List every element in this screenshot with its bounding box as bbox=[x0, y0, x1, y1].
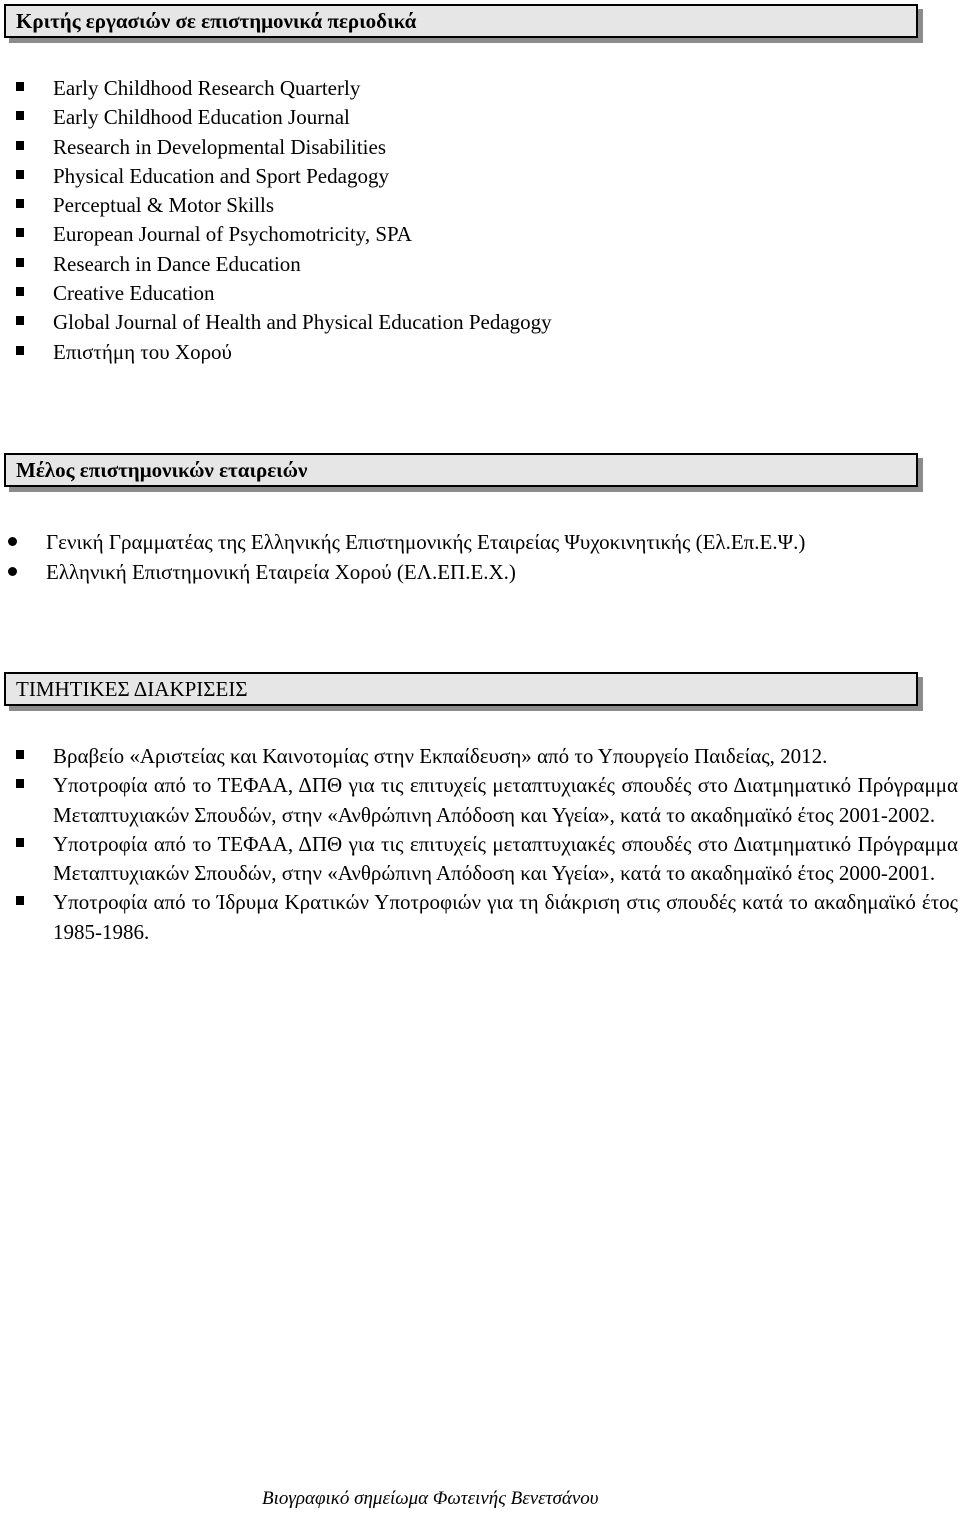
section-title-reviewer: Κριτής εργασιών σε επιστημονικά περιοδικά bbox=[16, 8, 417, 33]
section-header-reviewer bbox=[4, 4, 918, 38]
journal-list bbox=[53, 74, 933, 367]
awards-list bbox=[53, 742, 958, 947]
list-item: Research in Developmental Disabilities bbox=[53, 133, 933, 162]
section-title-membership: Μέλος επιστημονικών εταιρειών bbox=[16, 457, 308, 482]
membership-list bbox=[46, 527, 936, 587]
list-item: Υποτροφία από το ΤΕΦΑΑ, ΔΠΘ για τις επιτυχείς μεταπτυχιακές σπουδές στο Διατμηματικό Πρόγραμμα Μεταπτυχιακών Σπουδών, στην «Ανθρώπινη Απόδοση και Υγεία», κατά το ακαδημαϊκό έτος 2000-2001. bbox=[53, 830, 958, 889]
list-item: Global Journal of Health and Physical Education Pedagogy bbox=[53, 308, 933, 337]
list-item: Υποτροφία από το ΤΕΦΑΑ, ΔΠΘ για τις επιτυχείς μεταπτυχιακές σπουδές στο Διατμηματικό Πρόγραμμα Μεταπτυχιακών Σπουδών, στην «Ανθρώπινη Απόδοση και Υγεία», κατά το ακαδημαϊκό έτος 2001-2002. bbox=[53, 771, 958, 830]
list-item: Early Childhood Research Quarterly bbox=[53, 74, 933, 103]
list-item: Creative Education bbox=[53, 279, 933, 308]
list-item: Βραβείο «Αριστείας και Καινοτομίας στην Εκπαίδευση» από το Υπουργείο Παιδείας, 2012. bbox=[53, 742, 958, 771]
list-item: Physical Education and Sport Pedagogy bbox=[53, 162, 933, 191]
list-item: European Journal of Psychomotricity, SPA bbox=[53, 220, 933, 249]
list-item: Research in Dance Education bbox=[53, 250, 933, 279]
section-title-awards: ΤΙΜΗΤΙΚΕΣ ΔΙΑΚΡΙΣΕΙΣ bbox=[16, 676, 248, 701]
section-header-awards bbox=[4, 672, 918, 706]
section-header-membership bbox=[4, 453, 918, 487]
page-footer: Βιογραφικό σημείωμα Φωτεινής Βενετσάνου bbox=[262, 1488, 599, 1509]
list-item: Early Childhood Education Journal bbox=[53, 103, 933, 132]
list-item: Perceptual & Motor Skills bbox=[53, 191, 933, 220]
list-item: Επιστήμη του Χορού bbox=[53, 338, 933, 367]
list-item: Υποτροφία από το Ίδρυμα Κρατικών Υποτροφιών για τη διάκριση στις σπουδές κατά το ακαδημαϊκό έτος 1985-1986. bbox=[53, 888, 958, 947]
list-item: Ελληνική Επιστημονική Εταιρεία Χορού (ΕΛ.ΕΠ.Ε.Χ.) bbox=[46, 557, 936, 587]
list-item: Γενική Γραμματέας της Ελληνικής Επιστημονικής Εταιρείας Ψυχοκινητικής (Ελ.Επ.Ε.Ψ.) bbox=[46, 527, 936, 557]
